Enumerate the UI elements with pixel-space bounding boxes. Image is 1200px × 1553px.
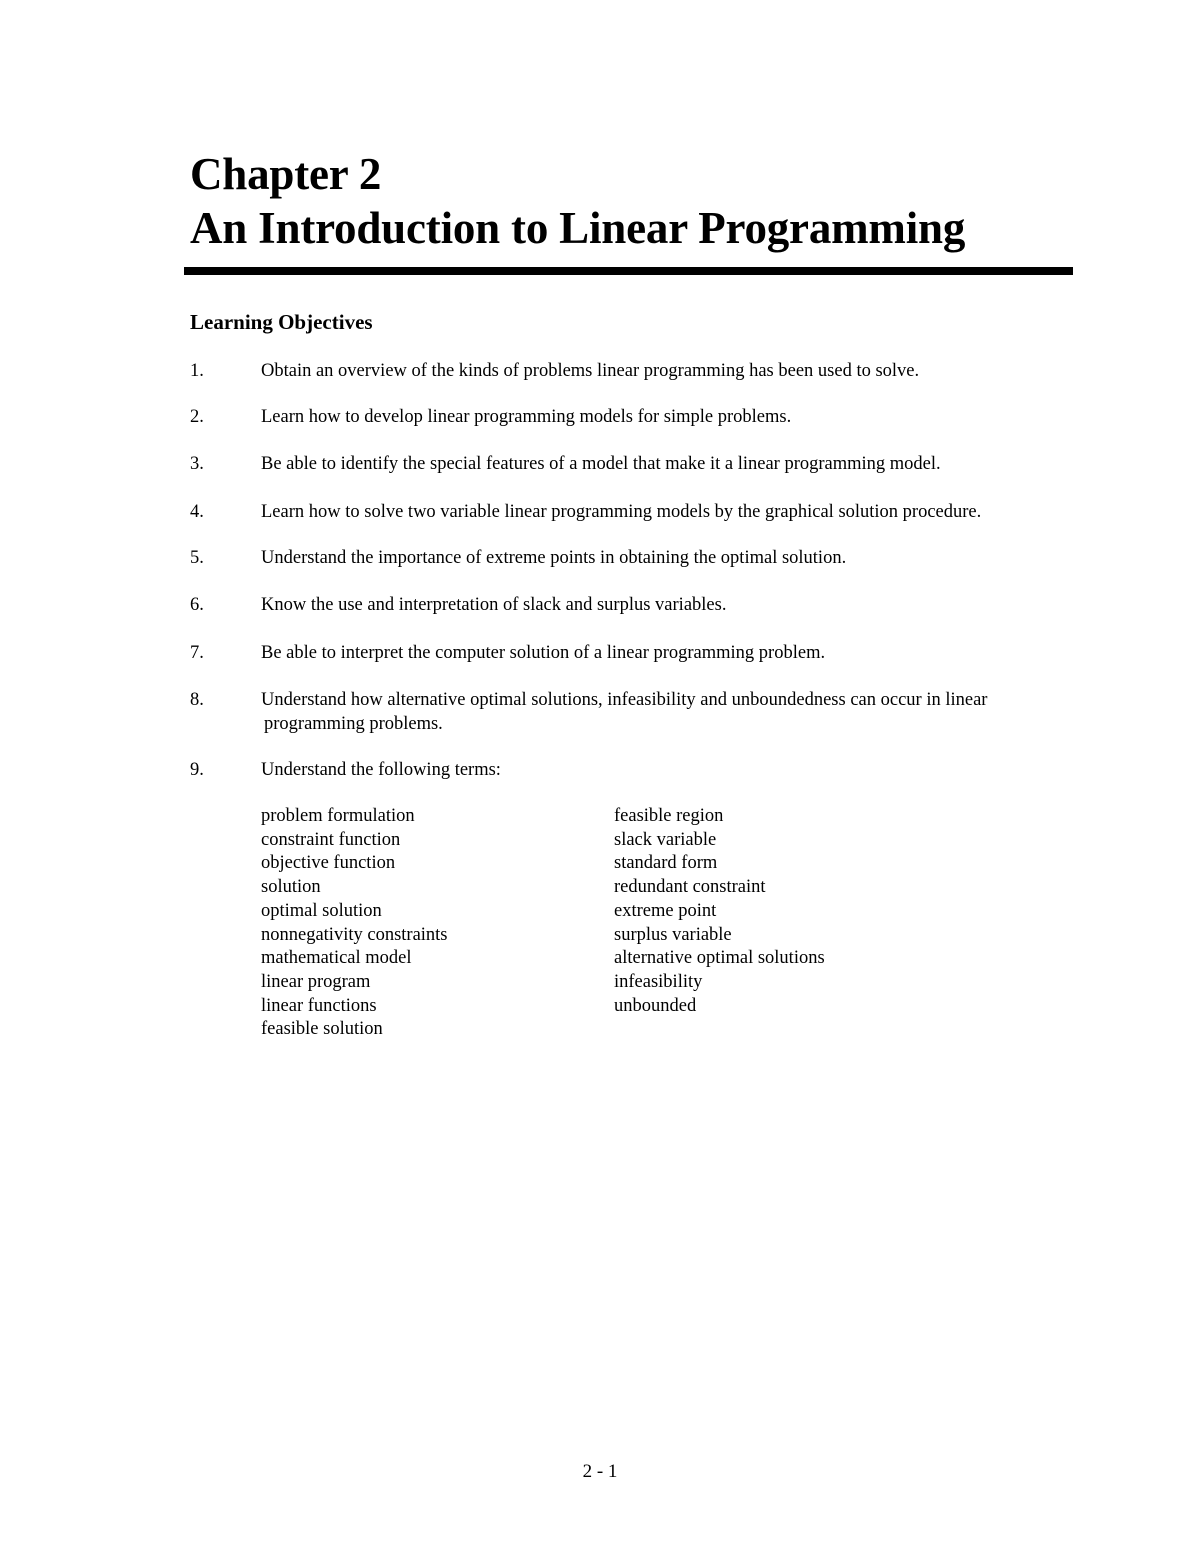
objective-text: Learn how to develop linear programming models for simple problems.: [261, 407, 792, 427]
chapter-title: An Introduction to Linear Programming: [190, 203, 966, 253]
term-item: alternative optimal solutions: [614, 948, 825, 969]
objective-number: 6.: [190, 595, 204, 615]
objective-text: Know the use and interpretation of slack and surplus variables.: [261, 595, 727, 615]
term-item: standard form: [614, 853, 718, 874]
term-item: problem formulation: [261, 806, 415, 826]
terms-list-right: [614, 805, 825, 1018]
term-item: linear program: [261, 971, 371, 992]
terms-list-left: [261, 805, 448, 1042]
chapter-number: Chapter 2: [190, 149, 382, 199]
objective-number: 2.: [190, 407, 204, 427]
term-item: linear functions: [261, 995, 377, 1016]
objective-number: 7.: [190, 643, 204, 663]
heading-rule: [184, 267, 1073, 275]
objective-number: 3.: [190, 454, 204, 474]
objective-text-block: [261, 688, 1051, 736]
term-item: optimal solution: [261, 900, 382, 921]
term-item: nonnegativity constraints: [261, 924, 448, 945]
term-item: constraint function: [261, 829, 401, 850]
objective-text: Understand the importance of extreme points in obtaining the optimal solution.: [261, 548, 847, 568]
term-item: unbounded: [614, 995, 697, 1016]
page-number: 2 - 1: [582, 1461, 618, 1482]
objective-text: Understand the following terms:: [261, 760, 501, 780]
section-heading: Learning Objectives: [190, 310, 373, 334]
term-item: redundant constraint: [614, 877, 766, 898]
objective-text: Be able to interpret the computer solution of a linear programming problem.: [261, 643, 826, 663]
objective-number: 4.: [190, 502, 204, 522]
objective-number: 5.: [190, 548, 204, 568]
objective-text: Be able to identify the special features of a model that make it a linear programming model.: [261, 454, 941, 474]
term-item: surplus variable: [614, 924, 732, 945]
term-item: solution: [261, 877, 321, 898]
objective-text: Learn how to solve two variable linear programming models by the graphical solution procedure.: [261, 502, 982, 522]
term-item: mathematical model: [261, 948, 412, 969]
objective-number: 8.: [190, 690, 204, 710]
chapter-heading: [190, 147, 965, 255]
objective-text: Obtain an overview of the kinds of problems linear programming has been used to solve.: [261, 361, 920, 381]
objective-number: 9.: [190, 760, 204, 780]
term-item: feasible solution: [261, 1019, 383, 1040]
objective-text: Understand how alternative optimal solutions, infeasibility and unboundedness can occur in linear: [261, 690, 988, 710]
term-item: extreme point: [614, 900, 717, 921]
term-item: slack variable: [614, 829, 717, 850]
objective-text-continuation: programming problems.: [264, 714, 443, 734]
term-item: feasible region: [614, 806, 724, 826]
term-item: objective function: [261, 853, 396, 874]
term-item: infeasibility: [614, 971, 703, 992]
objective-number: 1.: [190, 361, 204, 381]
